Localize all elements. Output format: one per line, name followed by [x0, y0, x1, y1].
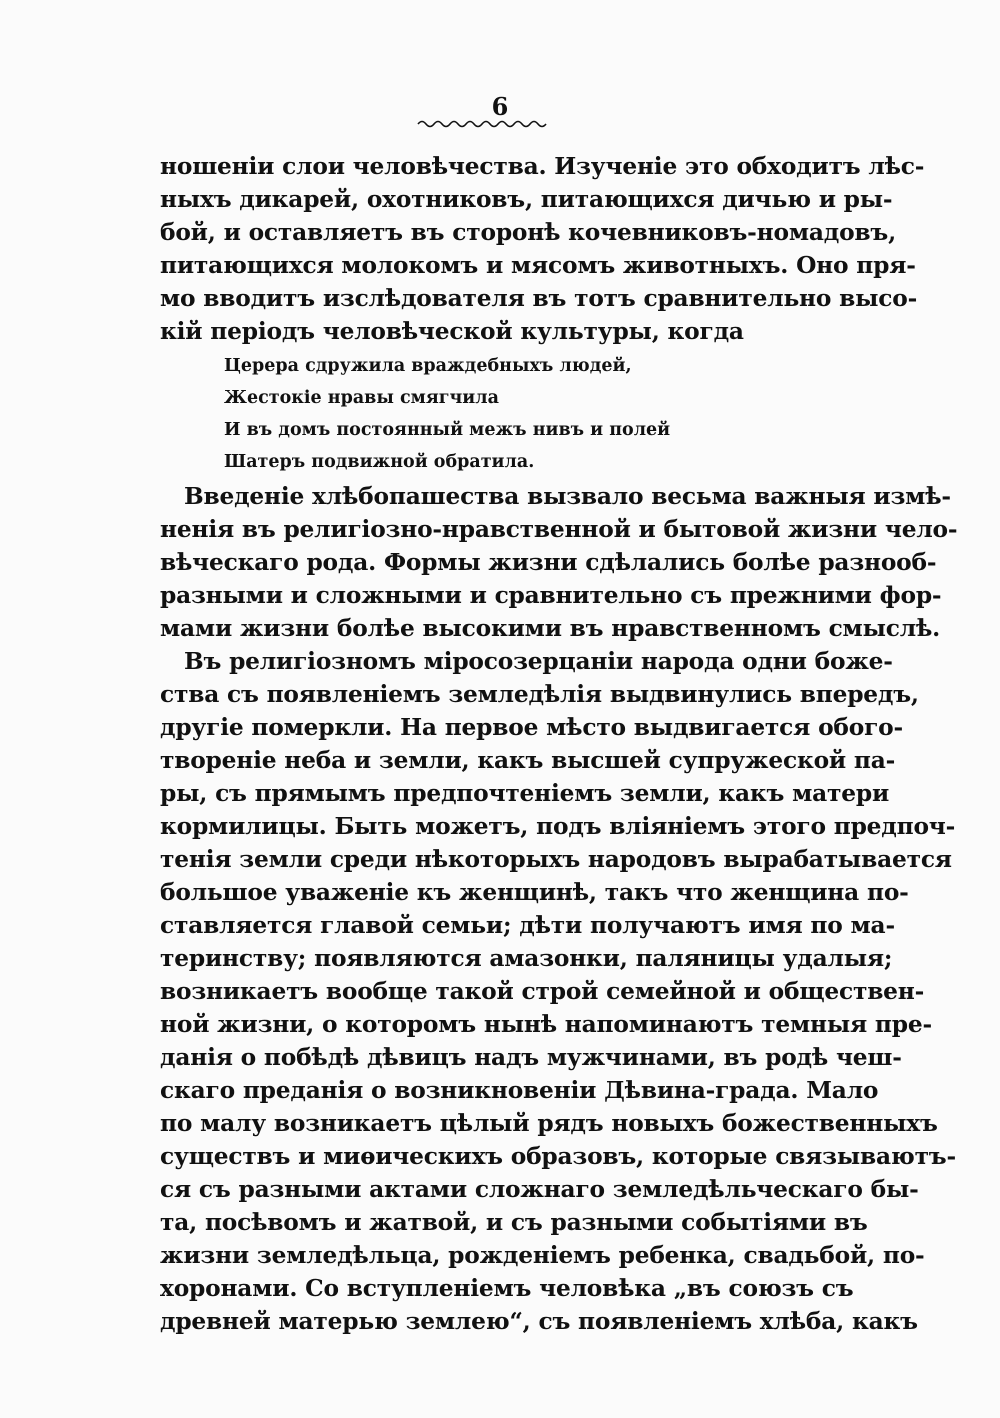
text-line: кiй перiодъ человѣческой культуры, когда: [160, 318, 744, 345]
text-line: ношенiи слои человѣчества. Изученiе это обходитъ лѣс-: [160, 153, 925, 180]
text-line: хоронами. Со вступленiемъ человѣка „въ союзъ съ: [160, 1275, 854, 1302]
text-line: большое уваженiе къ женщинѣ, такъ что женщина по-: [160, 879, 909, 906]
text-line: тенiя земли среди нѣкоторыхъ народовъ вырабатывается: [160, 846, 952, 873]
text-line: Введенiе хлѣбопашества вызвало весьма важныя измѣ-: [184, 483, 951, 510]
text-line: та, посѣвомъ и жатвой, и съ разными событiями въ: [160, 1209, 868, 1236]
text-line: ставляется главой семьи; дѣти получаютъ имя по ма-: [160, 912, 895, 939]
text-line: мами жизни болѣе высокими въ нравственномъ смыслѣ.: [160, 615, 941, 642]
verse-line: И въ домъ постоянный межъ нивъ и полей: [224, 420, 671, 440]
text-line: ры, съ прямымъ предпочтенiемъ земли, какъ матери: [160, 780, 890, 807]
text-line: древней матерью землею“, съ появленiемъ хлѣба, какъ: [160, 1308, 918, 1335]
verse-quote: [160, 350, 800, 478]
text-line: теринству; появляются амазонки, паляницы удалыя;: [160, 945, 893, 972]
text-line: Въ религiозномъ мiросозерцанiи народа одни боже-: [184, 648, 893, 675]
paragraph-1: [160, 150, 925, 348]
paragraph-3: [160, 645, 956, 1338]
paragraph-2: [160, 480, 958, 645]
text-line: жизни земледѣльца, рожденiемъ ребенка, свадьбой, по-: [160, 1242, 925, 1269]
text-line: скаго преданiя о возникновенiи Дѣвина-града. Мало: [160, 1077, 879, 1104]
text-line: бой, и оставляетъ въ сторонѣ кочевниковъ-номадовъ,: [160, 219, 896, 246]
text-line: ства съ появленiемъ земледѣлiя выдвинулись впередъ,: [160, 681, 919, 708]
text-line: возникаетъ вообще такой строй семейной и обществен-: [160, 978, 925, 1005]
text-line: кормилицы. Быть можетъ, подъ влiянiемъ этого предпоч-: [160, 813, 956, 840]
text-line: творенiе неба и земли, какъ высшей супружеской па-: [160, 747, 896, 774]
verse-line: Церера сдружила враждебныхъ людей,: [224, 356, 632, 376]
text-line: данiя о побѣдѣ дѣвицъ надъ мужчинами, въ родѣ чеш-: [160, 1044, 902, 1071]
text-line: ныхъ дикарей, охотниковъ, питающихся дичью и ры-: [160, 186, 893, 213]
text-line: существъ и миѳическихъ образовъ, которые связываютъ-: [160, 1143, 956, 1170]
body-text: [160, 150, 958, 1338]
text-line: разными и сложными и сравнительно съ прежними фор-: [160, 582, 942, 609]
page-number: 6: [491, 92, 509, 121]
text-line: ненiя въ религiозно-нравственной и бытовой жизни чело-: [160, 516, 958, 543]
text-line: мо вводитъ изслѣдователя въ тотъ сравнительно высо-: [160, 285, 918, 312]
text-line: по малу возникаетъ цѣлый рядъ новыхъ божественныхъ: [160, 1110, 938, 1137]
text-line: ся съ разными актами сложнаго земледѣльческаго бы-: [160, 1176, 919, 1203]
text-line: ной жизни, о которомъ нынѣ напоминаютъ темныя пре-: [160, 1011, 932, 1038]
wavy-rule-ornament: [416, 118, 544, 130]
verse-line: Жестокiе нравы смягчила: [224, 388, 499, 408]
text-line: питающихся молокомъ и мясомъ животныхъ. Оно пря-: [160, 252, 916, 279]
text-line: другiе померкли. На первое мѣсто выдвигается обого-: [160, 714, 903, 741]
text-line: вѣческаго рода. Формы жизни сдѣлались болѣе разнооб-: [160, 549, 937, 576]
verse-line: Шатеръ подвижной обратила.: [224, 452, 535, 472]
